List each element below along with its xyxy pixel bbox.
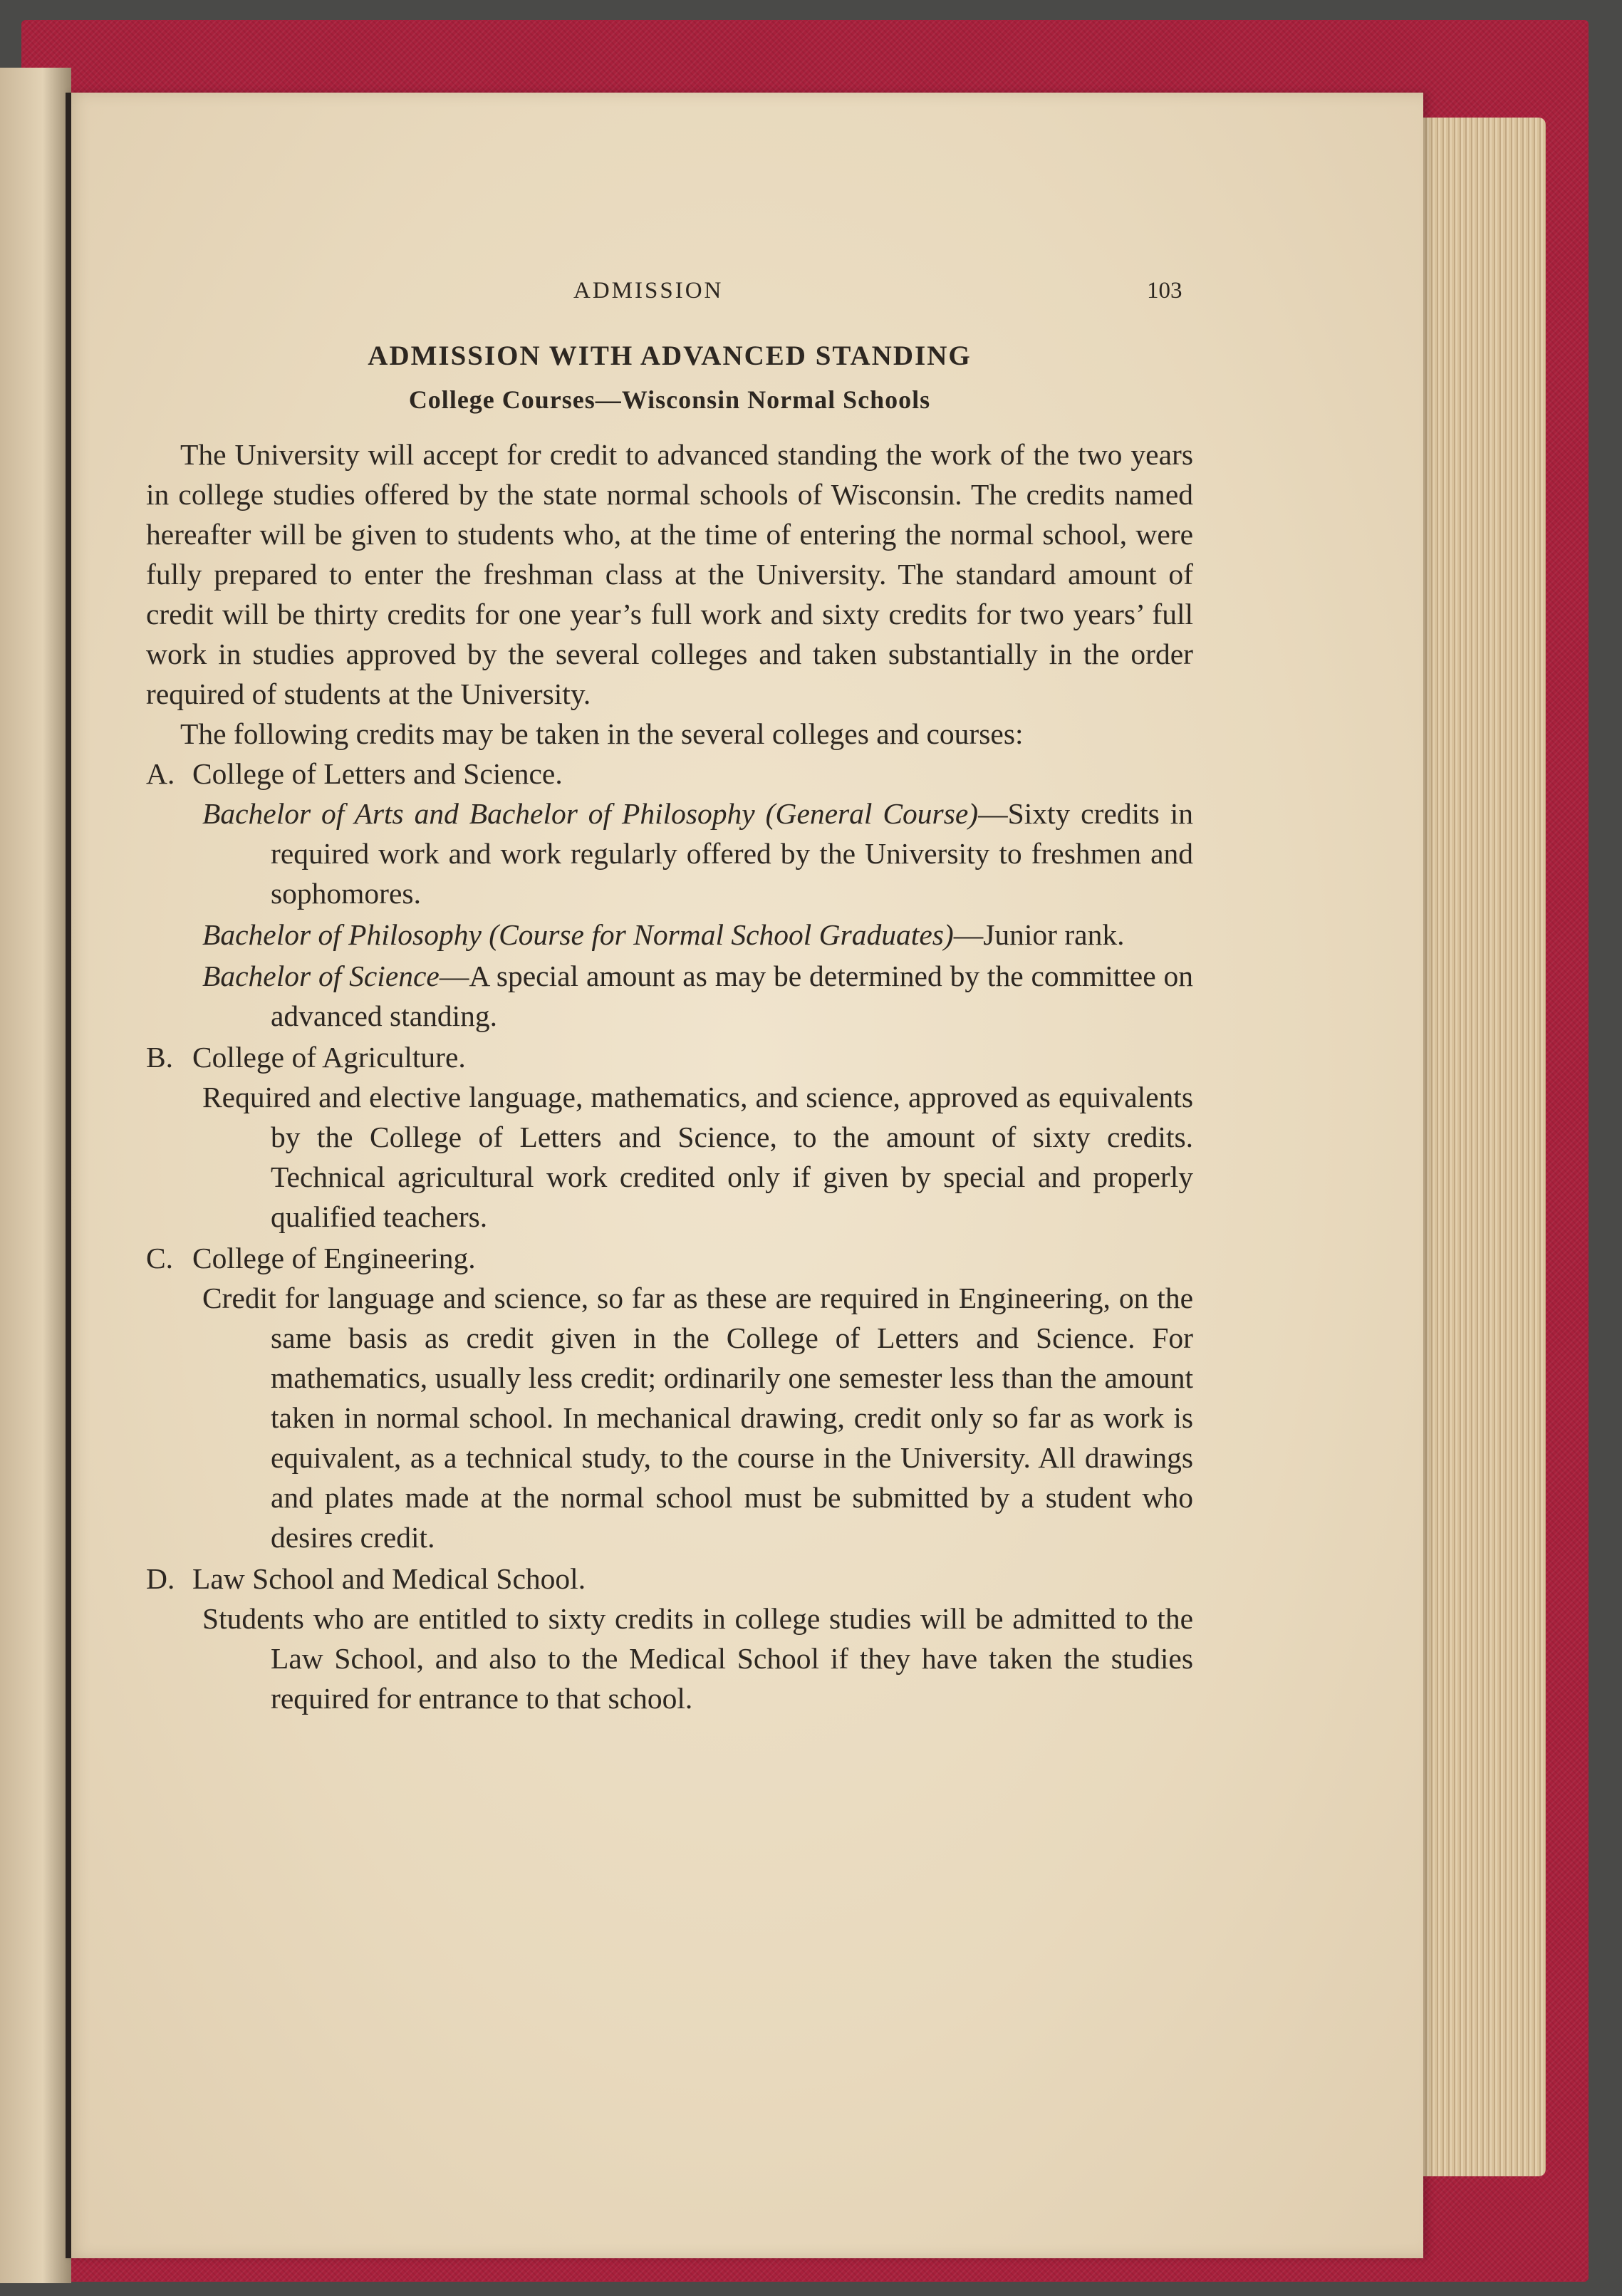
section-title: ADMISSION WITH ADVANCED STANDING xyxy=(368,341,972,371)
section-c-text: Credit for language and science, so far as these are required in Engineering, on the same basis as credit given in the College of Letters and Science. For mathematics, usually less credit; ordinarily one semester less than the amount taken in normal school. In mechanical drawing, credit only so far as work is equivalent, as a technical study, to the course in the University. All drawings and plates made at the normal school must be submitted by a student who desires credit. xyxy=(202,1282,1193,1554)
degree-bs: Bachelor of Science—A special amount as may be determined by the committee on advanced standing. xyxy=(202,960,1193,1032)
left-page-edge xyxy=(0,68,71,2283)
degree-ba-phb: Bachelor of Arts and Bachelor of Philosophy (General Course)—Sixty credits in required work and work regularly offered by the University to freshmen and sophomores. xyxy=(202,797,1193,910)
intro-paragraph: The University will accept for credit to advanced standing the work of the two years in college studies offered by the state normal schools of Wisconsin. The credits named hereafter will be given to students who, at the time of entering the normal school, were fully prepared to enter the freshman class at the University. The standard amount of credit will be thirty credits for one year’s full work and sixty credits for two years’ full work in studies approved by the several colleges and taken substantially in the order required of students at the University. xyxy=(146,438,1193,710)
page-gutter xyxy=(66,93,71,2258)
section-d-text: Students who are entitled to sixty credits in college studies will be admitted to the Law School, and also to the Medical School if they have taken the studies required for entrance to that school. xyxy=(202,1602,1193,1715)
section-b: B. College of Agriculture. xyxy=(146,1041,466,1074)
running-head: ADMISSION xyxy=(573,278,724,303)
section-d: D. Law School and Medical School. xyxy=(146,1562,586,1595)
page-number: 103 xyxy=(1147,278,1182,303)
section-a: A. College of Letters and Science. xyxy=(146,757,563,790)
section-subtitle: College Courses—Wisconsin Normal Schools xyxy=(408,385,931,414)
credits-paragraph: The following credits may be taken in the several colleges and courses: xyxy=(180,717,1024,750)
degree-phb-normal: Bachelor of Philosophy (Course for Normal School Graduates)—Junior rank. xyxy=(202,918,1125,951)
running-header xyxy=(146,256,1193,306)
page-text xyxy=(146,256,1193,1720)
section-b-text: Required and elective language, mathematics, and science, approved as equivalents by the College of Letters and Science, to the amount of sixty credits. Technical agricultural work credited only if given by special and properly qualified teachers. xyxy=(202,1081,1193,1233)
section-c: C. College of Engineering. xyxy=(146,1242,476,1274)
